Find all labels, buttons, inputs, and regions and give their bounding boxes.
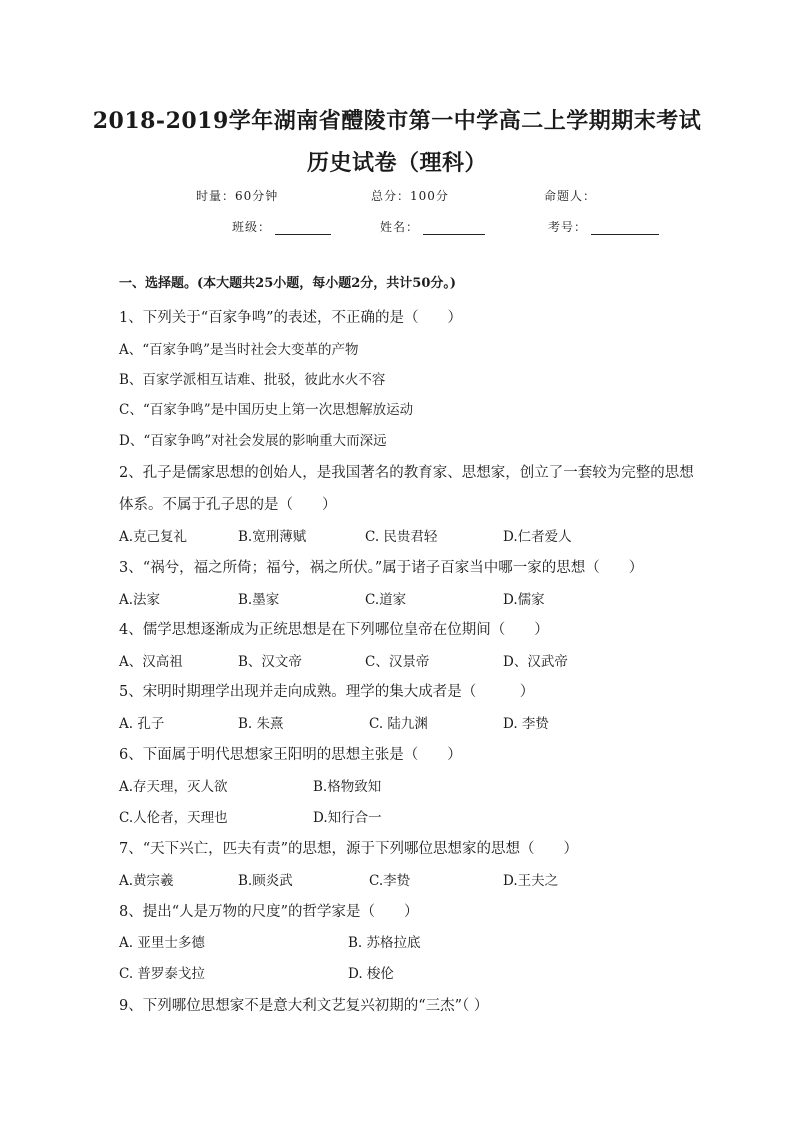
question-4-option-d: D、汉武帝 xyxy=(503,654,568,670)
question-5-option-c: C. 陆九渊 xyxy=(369,716,428,732)
question-8-option-a: A. 亚里士多德 xyxy=(119,935,205,951)
question-4-option-a: A、汉高祖 xyxy=(119,654,183,670)
class-label: 班级： xyxy=(232,220,272,234)
exam-title-line1: 2018-2019学年湖南省醴陵市第一中学高二上学期期末考试 xyxy=(92,108,702,134)
question-3-option-d: D.儒家 xyxy=(503,592,545,608)
class-field xyxy=(232,218,331,235)
question-4-option-b: B、汉文帝 xyxy=(238,654,302,670)
question-5-stem: 5、宋明时期理学出现并走向成熟。理学的集大成者是（ ） xyxy=(119,684,535,700)
exam-number-field xyxy=(548,218,659,235)
question-2-option-d: D.仁者爱人 xyxy=(503,529,572,545)
exam-title-line2: 历史试卷（理科） xyxy=(306,150,487,176)
exam-time: 时量：60分钟 xyxy=(196,189,279,203)
name-label: 姓名： xyxy=(380,220,420,234)
question-1-stem: 1、下列关于“百家争鸣”的表述，不正确的是（ ） xyxy=(119,310,463,326)
question-7-stem: 7、“天下兴亡，匹夫有责”的思想，源于下列哪位思想家的思想（ ） xyxy=(119,841,579,857)
question-3-stem: 3、“祸兮，福之所倚；福兮，祸之所伏。”属于诸子百家当中哪一家的思想（ ） xyxy=(119,560,644,576)
question-4-option-c: C、汉景帝 xyxy=(365,654,430,670)
question-5-option-b: B. 朱熹 xyxy=(238,716,284,732)
question-5-option-a: A. 孔子 xyxy=(119,716,165,732)
exam-number-blank[interactable] xyxy=(591,221,659,235)
question-6-option-c: C.人伦者，天理也 xyxy=(119,810,228,826)
question-8-option-b: B. 苏格拉底 xyxy=(348,935,421,951)
question-6-stem: 6、下面属于明代思想家王阳明的思想主张是（ ） xyxy=(119,747,462,763)
exam-number-label: 考号： xyxy=(548,220,588,234)
class-blank[interactable] xyxy=(275,221,331,235)
question-3-option-c: C.道家 xyxy=(365,592,407,608)
question-9-stem: 9、下列哪位思想家不是意大利文艺复兴初期的“三杰”（ ） xyxy=(119,998,489,1014)
question-4-stem: 4、儒学思想逐渐成为正统思想是在下列哪位皇帝在位期间（ ） xyxy=(119,622,549,638)
exam-total-score: 总分：100分 xyxy=(371,189,449,203)
question-1-option-b: B、百家学派相互诘难、批驳，彼此水火不容 xyxy=(119,372,386,388)
question-6-option-a: A.存天理，灭人欲 xyxy=(119,779,228,795)
question-7-option-a: A.黄宗羲 xyxy=(119,873,174,889)
question-2-option-a: A.克己复礼 xyxy=(119,529,188,545)
question-6-option-d: D.知行合一 xyxy=(313,810,382,826)
question-7-option-b: B.顾炎武 xyxy=(238,873,293,889)
question-2-stem-line2: 体系。不属于孔子思的是（ ） xyxy=(119,497,337,513)
question-1-option-a: A、“百家争鸣”是当时社会大变革的产物 xyxy=(119,342,359,358)
name-blank[interactable] xyxy=(423,221,485,235)
question-5-option-d: D. 李贽 xyxy=(503,716,549,732)
question-6-option-b: B.格物致知 xyxy=(313,779,382,795)
question-1-option-d: D、“百家争鸣”对社会发展的影响重大而深远 xyxy=(119,433,387,449)
question-3-option-a: A.法家 xyxy=(119,592,161,608)
name-field xyxy=(380,218,485,235)
question-1-option-c: C、“百家争鸣”是中国历史上第一次思想解放运动 xyxy=(119,402,414,418)
question-7-option-c: C.李贽 xyxy=(369,873,411,889)
question-8-option-d: D. 梭伦 xyxy=(348,966,394,982)
question-8-stem: 8、提出“人是万物的尺度”的哲学家是（ ） xyxy=(119,904,419,920)
question-2-option-b: B.宽刑薄赋 xyxy=(238,529,307,545)
section-title: 一、选择题。(本大题共25小题，每小题2分，共计50分。) xyxy=(119,276,457,291)
question-2-option-c: C. 民贵君轻 xyxy=(365,529,438,545)
exam-author: 命题人： xyxy=(544,189,597,203)
question-7-option-d: D.王夫之 xyxy=(503,873,559,889)
question-2-stem-line1: 2、孔子是儒家思想的创始人，是我国著名的教育家、思想家，创立了一套较为完整的思想 xyxy=(119,465,694,481)
question-3-option-b: B.墨家 xyxy=(238,592,280,608)
question-8-option-c: C. 普罗泰戈拉 xyxy=(119,966,205,982)
